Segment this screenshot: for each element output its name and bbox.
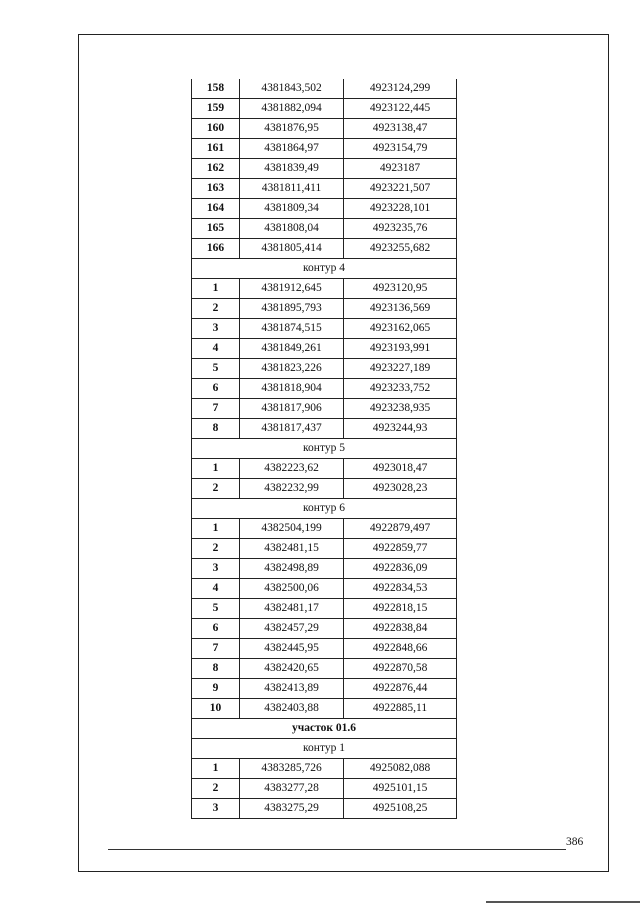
point-number-cell: 165	[192, 219, 240, 239]
point-number-cell: 1	[192, 279, 240, 299]
point-number-cell: 8	[192, 659, 240, 679]
point-number-cell: 159	[192, 99, 240, 119]
y-coordinate-cell: 4923235,76	[344, 219, 457, 239]
point-number-cell: 3	[192, 319, 240, 339]
x-coordinate-cell: 4382413,89	[240, 679, 344, 699]
x-coordinate-cell: 4383285,726	[240, 759, 344, 779]
y-coordinate-cell: 4923162,065	[344, 319, 457, 339]
x-coordinate-cell: 4381874,515	[240, 319, 344, 339]
point-number-cell: 4	[192, 579, 240, 599]
point-number-cell: 2	[192, 779, 240, 799]
x-coordinate-cell: 4382457,29	[240, 619, 344, 639]
x-coordinate-cell: 4381882,094	[240, 99, 344, 119]
x-coordinate-cell: 4381864,97	[240, 139, 344, 159]
y-coordinate-cell: 4923238,935	[344, 399, 457, 419]
point-number-cell: 8	[192, 419, 240, 439]
y-coordinate-cell: 4922834,53	[344, 579, 457, 599]
table-row	[192, 699, 457, 719]
point-number-cell: 162	[192, 159, 240, 179]
y-coordinate-cell: 4922885,11	[344, 699, 457, 719]
table-row	[192, 179, 457, 199]
table-row	[192, 119, 457, 139]
x-coordinate-cell: 4382403,88	[240, 699, 344, 719]
point-number-cell: 5	[192, 599, 240, 619]
point-number-cell: 2	[192, 479, 240, 499]
y-coordinate-cell: 4923122,445	[344, 99, 457, 119]
point-number-cell: 160	[192, 119, 240, 139]
point-number-cell: 6	[192, 379, 240, 399]
x-coordinate-cell: 4381849,261	[240, 339, 344, 359]
x-coordinate-cell: 4381876,95	[240, 119, 344, 139]
x-coordinate-cell: 4381823,226	[240, 359, 344, 379]
x-coordinate-cell: 4382223,62	[240, 459, 344, 479]
point-number-cell: 5	[192, 359, 240, 379]
table-row	[192, 479, 457, 499]
y-coordinate-cell: 4923255,682	[344, 239, 457, 259]
table-row	[192, 639, 457, 659]
y-coordinate-cell: 4923193,991	[344, 339, 457, 359]
coordinates-table-body	[192, 79, 457, 819]
x-coordinate-cell: 4382500,06	[240, 579, 344, 599]
coordinates-table	[191, 79, 457, 819]
y-coordinate-cell: 4922879,497	[344, 519, 457, 539]
contour-header: контур 6	[192, 499, 457, 519]
point-number-cell: 158	[192, 79, 240, 99]
y-coordinate-cell: 4922848,66	[344, 639, 457, 659]
y-coordinate-cell: 4922859,77	[344, 539, 457, 559]
y-coordinate-cell: 4923138,47	[344, 119, 457, 139]
table-row	[192, 579, 457, 599]
table-row	[192, 559, 457, 579]
y-coordinate-cell: 4923136,569	[344, 299, 457, 319]
table-row	[192, 79, 457, 99]
x-coordinate-cell: 4381839,49	[240, 159, 344, 179]
section-header: участок 01.6	[192, 719, 457, 739]
y-coordinate-cell: 4923154,79	[344, 139, 457, 159]
table-row	[192, 399, 457, 419]
table-row	[192, 619, 457, 639]
table-row	[192, 139, 457, 159]
y-coordinate-cell: 4923228,101	[344, 199, 457, 219]
footer-rule	[108, 849, 566, 850]
y-coordinate-cell: 4922876,44	[344, 679, 457, 699]
table-row	[192, 779, 457, 799]
table-row	[192, 99, 457, 119]
y-coordinate-cell: 4923120,95	[344, 279, 457, 299]
contour-header: контур 5	[192, 439, 457, 459]
table-row	[192, 219, 457, 239]
y-coordinate-cell: 4923227,189	[344, 359, 457, 379]
point-number-cell: 4	[192, 339, 240, 359]
point-number-cell: 10	[192, 699, 240, 719]
x-coordinate-cell: 4382420,65	[240, 659, 344, 679]
table-row	[192, 339, 457, 359]
table-row	[192, 539, 457, 559]
y-coordinate-cell: 4923124,299	[344, 79, 457, 99]
point-number-cell: 9	[192, 679, 240, 699]
y-coordinate-cell: 4923233,752	[344, 379, 457, 399]
table-row	[192, 199, 457, 219]
table-row	[192, 679, 457, 699]
point-number-cell: 161	[192, 139, 240, 159]
contour-header-row	[192, 739, 457, 759]
contour-header-row	[192, 439, 457, 459]
section-header-row	[192, 719, 457, 739]
y-coordinate-cell: 4923187	[344, 159, 457, 179]
x-coordinate-cell: 4381817,437	[240, 419, 344, 439]
table-row	[192, 599, 457, 619]
x-coordinate-cell: 4381805,414	[240, 239, 344, 259]
point-number-cell: 1	[192, 519, 240, 539]
x-coordinate-cell: 4382504,199	[240, 519, 344, 539]
x-coordinate-cell: 4383275,29	[240, 799, 344, 819]
page-number: 386	[566, 836, 584, 848]
y-coordinate-cell: 4925082,088	[344, 759, 457, 779]
point-number-cell: 6	[192, 619, 240, 639]
y-coordinate-cell: 4925108,25	[344, 799, 457, 819]
y-coordinate-cell: 4922838,84	[344, 619, 457, 639]
point-number-cell: 1	[192, 759, 240, 779]
scan-edge-mark	[486, 901, 640, 903]
x-coordinate-cell: 4381912,645	[240, 279, 344, 299]
table-row	[192, 239, 457, 259]
table-row	[192, 279, 457, 299]
point-number-cell: 3	[192, 799, 240, 819]
point-number-cell: 7	[192, 399, 240, 419]
contour-header-row	[192, 259, 457, 279]
y-coordinate-cell: 4925101,15	[344, 779, 457, 799]
point-number-cell: 7	[192, 639, 240, 659]
x-coordinate-cell: 4381817,906	[240, 399, 344, 419]
table-row	[192, 459, 457, 479]
y-coordinate-cell: 4923244,93	[344, 419, 457, 439]
table-row	[192, 799, 457, 819]
x-coordinate-cell: 4382481,15	[240, 539, 344, 559]
point-number-cell: 2	[192, 539, 240, 559]
table-row	[192, 659, 457, 679]
x-coordinate-cell: 4382232,99	[240, 479, 344, 499]
point-number-cell: 163	[192, 179, 240, 199]
point-number-cell: 164	[192, 199, 240, 219]
contour-header: контур 1	[192, 739, 457, 759]
y-coordinate-cell: 4922836,09	[344, 559, 457, 579]
y-coordinate-cell: 4923028,23	[344, 479, 457, 499]
x-coordinate-cell: 4381895,793	[240, 299, 344, 319]
x-coordinate-cell: 4381811,411	[240, 179, 344, 199]
y-coordinate-cell: 4923018,47	[344, 459, 457, 479]
table-row	[192, 359, 457, 379]
table-row	[192, 419, 457, 439]
point-number-cell: 3	[192, 559, 240, 579]
table-row	[192, 319, 457, 339]
y-coordinate-cell: 4922870,58	[344, 659, 457, 679]
table-row	[192, 519, 457, 539]
x-coordinate-cell: 4382498,89	[240, 559, 344, 579]
table-row	[192, 299, 457, 319]
x-coordinate-cell: 4382445,95	[240, 639, 344, 659]
contour-header-row	[192, 499, 457, 519]
point-number-cell: 166	[192, 239, 240, 259]
x-coordinate-cell: 4381808,04	[240, 219, 344, 239]
table-row	[192, 379, 457, 399]
y-coordinate-cell: 4922818,15	[344, 599, 457, 619]
y-coordinate-cell: 4923221,507	[344, 179, 457, 199]
contour-header: контур 4	[192, 259, 457, 279]
table-row	[192, 759, 457, 779]
table-row	[192, 159, 457, 179]
x-coordinate-cell: 4383277,28	[240, 779, 344, 799]
point-number-cell: 2	[192, 299, 240, 319]
x-coordinate-cell: 4382481,17	[240, 599, 344, 619]
x-coordinate-cell: 4381843,502	[240, 79, 344, 99]
x-coordinate-cell: 4381809,34	[240, 199, 344, 219]
x-coordinate-cell: 4381818,904	[240, 379, 344, 399]
point-number-cell: 1	[192, 459, 240, 479]
